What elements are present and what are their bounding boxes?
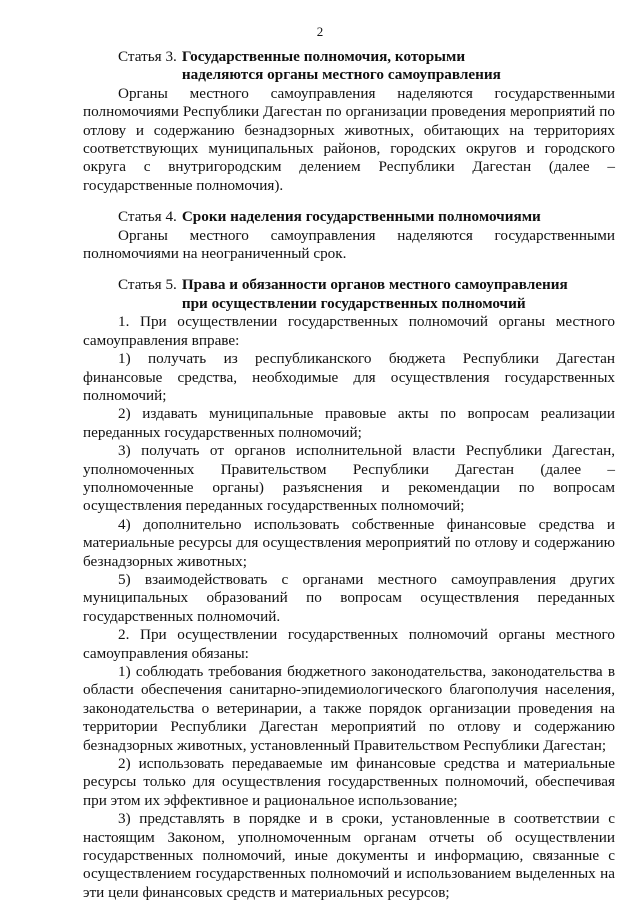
article-5-title-line-1: Права и обязанности органов местного самоуправления xyxy=(181,276,568,294)
article-3-heading xyxy=(83,48,615,85)
part-1-item: 5) взаимодействовать с органами местного самоуправления других муниципальных образований по вопросам осуществления переданных государственных полномочий. xyxy=(83,570,615,625)
article-4-title: Сроки наделения государственными полномочиями xyxy=(181,208,541,226)
article-3-title xyxy=(182,48,501,85)
part-1-item: 1) получать из республиканского бюджета Республики Дагестан финансовые средства, необходимые для осуществления государственных полномочий; xyxy=(83,350,615,404)
part-1-item: 2) издавать муниципальные правовые акты по вопросам реализации переданных государственных полномочий; xyxy=(83,405,615,441)
article-3-label: Статья 3. xyxy=(118,48,177,65)
article-5-title-line-2: при осуществлении государственных полномочий xyxy=(181,294,526,312)
article-5-heading xyxy=(83,276,615,313)
article-4-heading xyxy=(83,208,615,226)
article-4-label: Статья 4. xyxy=(118,208,177,226)
part-2-item: 1) соблюдать требования бюджетного законодательства, законодательства в области обеспечения санитарно-эпидемиологического благополучия населения, законодательства о ветеринарии, а также порядок организации проведения на территории Республики Дагестан мероприятий по отлову и содержанию безнадзорных животных, установленный Правительством Республики Дагестан; xyxy=(83,663,615,754)
part-2-item: 3) представлять в порядке и в сроки, установленные в соответствии с настоящим Законом, уполномоченным органам отчеты об осуществлении государственных полномочий, иные документы и информацию, связанные с осуществлением государственных полномочий и использованием выделенных на эти цели финансовых средств и материальных ресурсов; xyxy=(83,810,615,901)
part-2-item: 2) использовать передаваемые им финансовые средства и материальные ресурсы только для осуществления государственных полномочий, обеспечивая при этом их эффективное и рациональное использование; xyxy=(83,755,615,809)
part-1-item: 3) получать от органов исполнительной власти Республики Дагестан, уполномоченных Правительством Республики Дагестан (далее – уполномоченные органы) разъяснения и рекомендации по вопросам осуществления переданных государственных полномочий; xyxy=(83,442,615,515)
article-5-title xyxy=(182,276,568,313)
page-number: 2 xyxy=(316,24,324,39)
article-4-text: Органы местного самоуправления наделяются государственными полномочиями на неограниченный срок. xyxy=(83,226,615,263)
article-3-title-line-1: Государственные полномочия, которыми xyxy=(181,48,466,65)
part-1-intro: 1. При осуществлении государственных полномочий органы местного самоуправления вправе: xyxy=(83,313,615,349)
article-5-label: Статья 5. xyxy=(118,276,177,294)
article-3-title-line-2: наделяются органы местного самоуправления xyxy=(181,66,501,84)
article-3-text: Органы местного самоуправления наделяются государственными полномочиями Республики Дагестан по организации проведения мероприятий по отлову и содержанию безнадзорных животных, обитающих на территориях соответствующих муниципальных районов, городских округов и городского округа с внутригородским делением Республики Дагестан (далее – государственные полномочия). xyxy=(83,84,615,194)
part-2-intro: 2. При осуществлении государственных полномочий органы местного самоуправления обязаны: xyxy=(83,626,615,662)
part-1-item: 4) дополнительно использовать собственные финансовые средства и материальные ресурсы для осуществления мероприятий по отлову и содержанию безнадзорных животных; xyxy=(83,515,615,570)
document-body xyxy=(83,48,615,902)
